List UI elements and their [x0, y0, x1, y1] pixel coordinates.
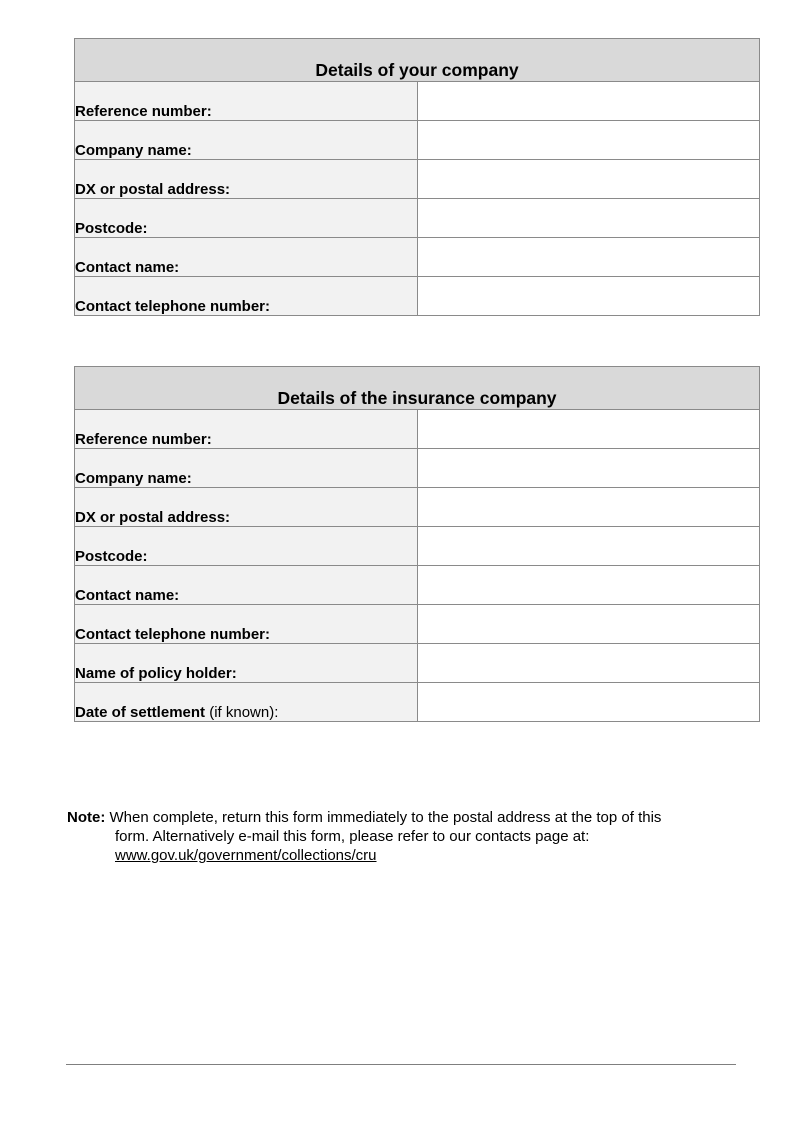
contacts-page-link[interactable]: www.gov.uk/government/collections/cru [115, 847, 377, 864]
insurer-contact-name-label: Contact name: [75, 566, 418, 605]
contact-telephone-field[interactable] [417, 277, 760, 316]
policy-holder-name-label: Name of policy holder: [75, 644, 418, 683]
form-row [75, 121, 760, 160]
company-name-field[interactable] [417, 121, 760, 160]
date-of-settlement-field[interactable] [417, 683, 760, 722]
form-row [75, 238, 760, 277]
form-row [75, 160, 760, 199]
contact-name-field[interactable] [417, 238, 760, 277]
your-company-details-table [74, 38, 760, 316]
postal-address-label: DX or postal address: [75, 160, 418, 199]
form-row [75, 488, 760, 527]
insurer-postal-address-field[interactable] [417, 488, 760, 527]
company-name-label: Company name: [75, 121, 418, 160]
insurer-postcode-label: Postcode: [75, 527, 418, 566]
note-paragraph [67, 808, 757, 865]
form-row [75, 644, 760, 683]
date-of-settlement-qualifier: (if known): [205, 704, 279, 721]
postcode-field[interactable] [417, 199, 760, 238]
insurer-postcode-field[interactable] [417, 527, 760, 566]
insurance-company-details-table [74, 366, 760, 722]
reference-number-field[interactable] [417, 82, 760, 121]
form-row [75, 410, 760, 449]
reference-number-label: Reference number: [75, 82, 418, 121]
form-row [75, 605, 760, 644]
insurer-contact-telephone-label: Contact telephone number: [75, 605, 418, 644]
contact-telephone-label: Contact telephone number: [75, 277, 418, 316]
contact-name-label: Contact name: [75, 238, 418, 277]
form-row [75, 277, 760, 316]
form-row [75, 566, 760, 605]
form-row [75, 683, 760, 722]
insurer-company-name-field[interactable] [417, 449, 760, 488]
insurer-company-name-label: Company name: [75, 449, 418, 488]
insurance-company-section-title: Details of the insurance company [75, 367, 760, 410]
form-row [75, 527, 760, 566]
postal-address-field[interactable] [417, 160, 760, 199]
form-row [75, 82, 760, 121]
footer-divider [66, 1064, 736, 1065]
insurer-contact-telephone-field[interactable] [417, 605, 760, 644]
insurer-reference-number-label: Reference number: [75, 410, 418, 449]
form-row [75, 449, 760, 488]
date-of-settlement-label-text: Date of settlement [75, 704, 206, 721]
note-link-line [67, 846, 757, 865]
note-prefix: Note: [67, 809, 106, 826]
policy-holder-name-field[interactable] [417, 644, 760, 683]
note-text-line-2: form. Alternatively e-mail this form, please refer to our contacts page at: [115, 828, 590, 845]
postcode-label: Postcode: [75, 199, 418, 238]
form-row [75, 199, 760, 238]
insurer-reference-number-field[interactable] [417, 410, 760, 449]
note-text-line-1: When complete, return this form immediately to the postal address at the top of this [105, 809, 662, 826]
insurer-postal-address-label: DX or postal address: [75, 488, 418, 527]
date-of-settlement-label [75, 683, 418, 722]
your-company-section-title: Details of your company [75, 39, 760, 82]
insurer-contact-name-field[interactable] [417, 566, 760, 605]
